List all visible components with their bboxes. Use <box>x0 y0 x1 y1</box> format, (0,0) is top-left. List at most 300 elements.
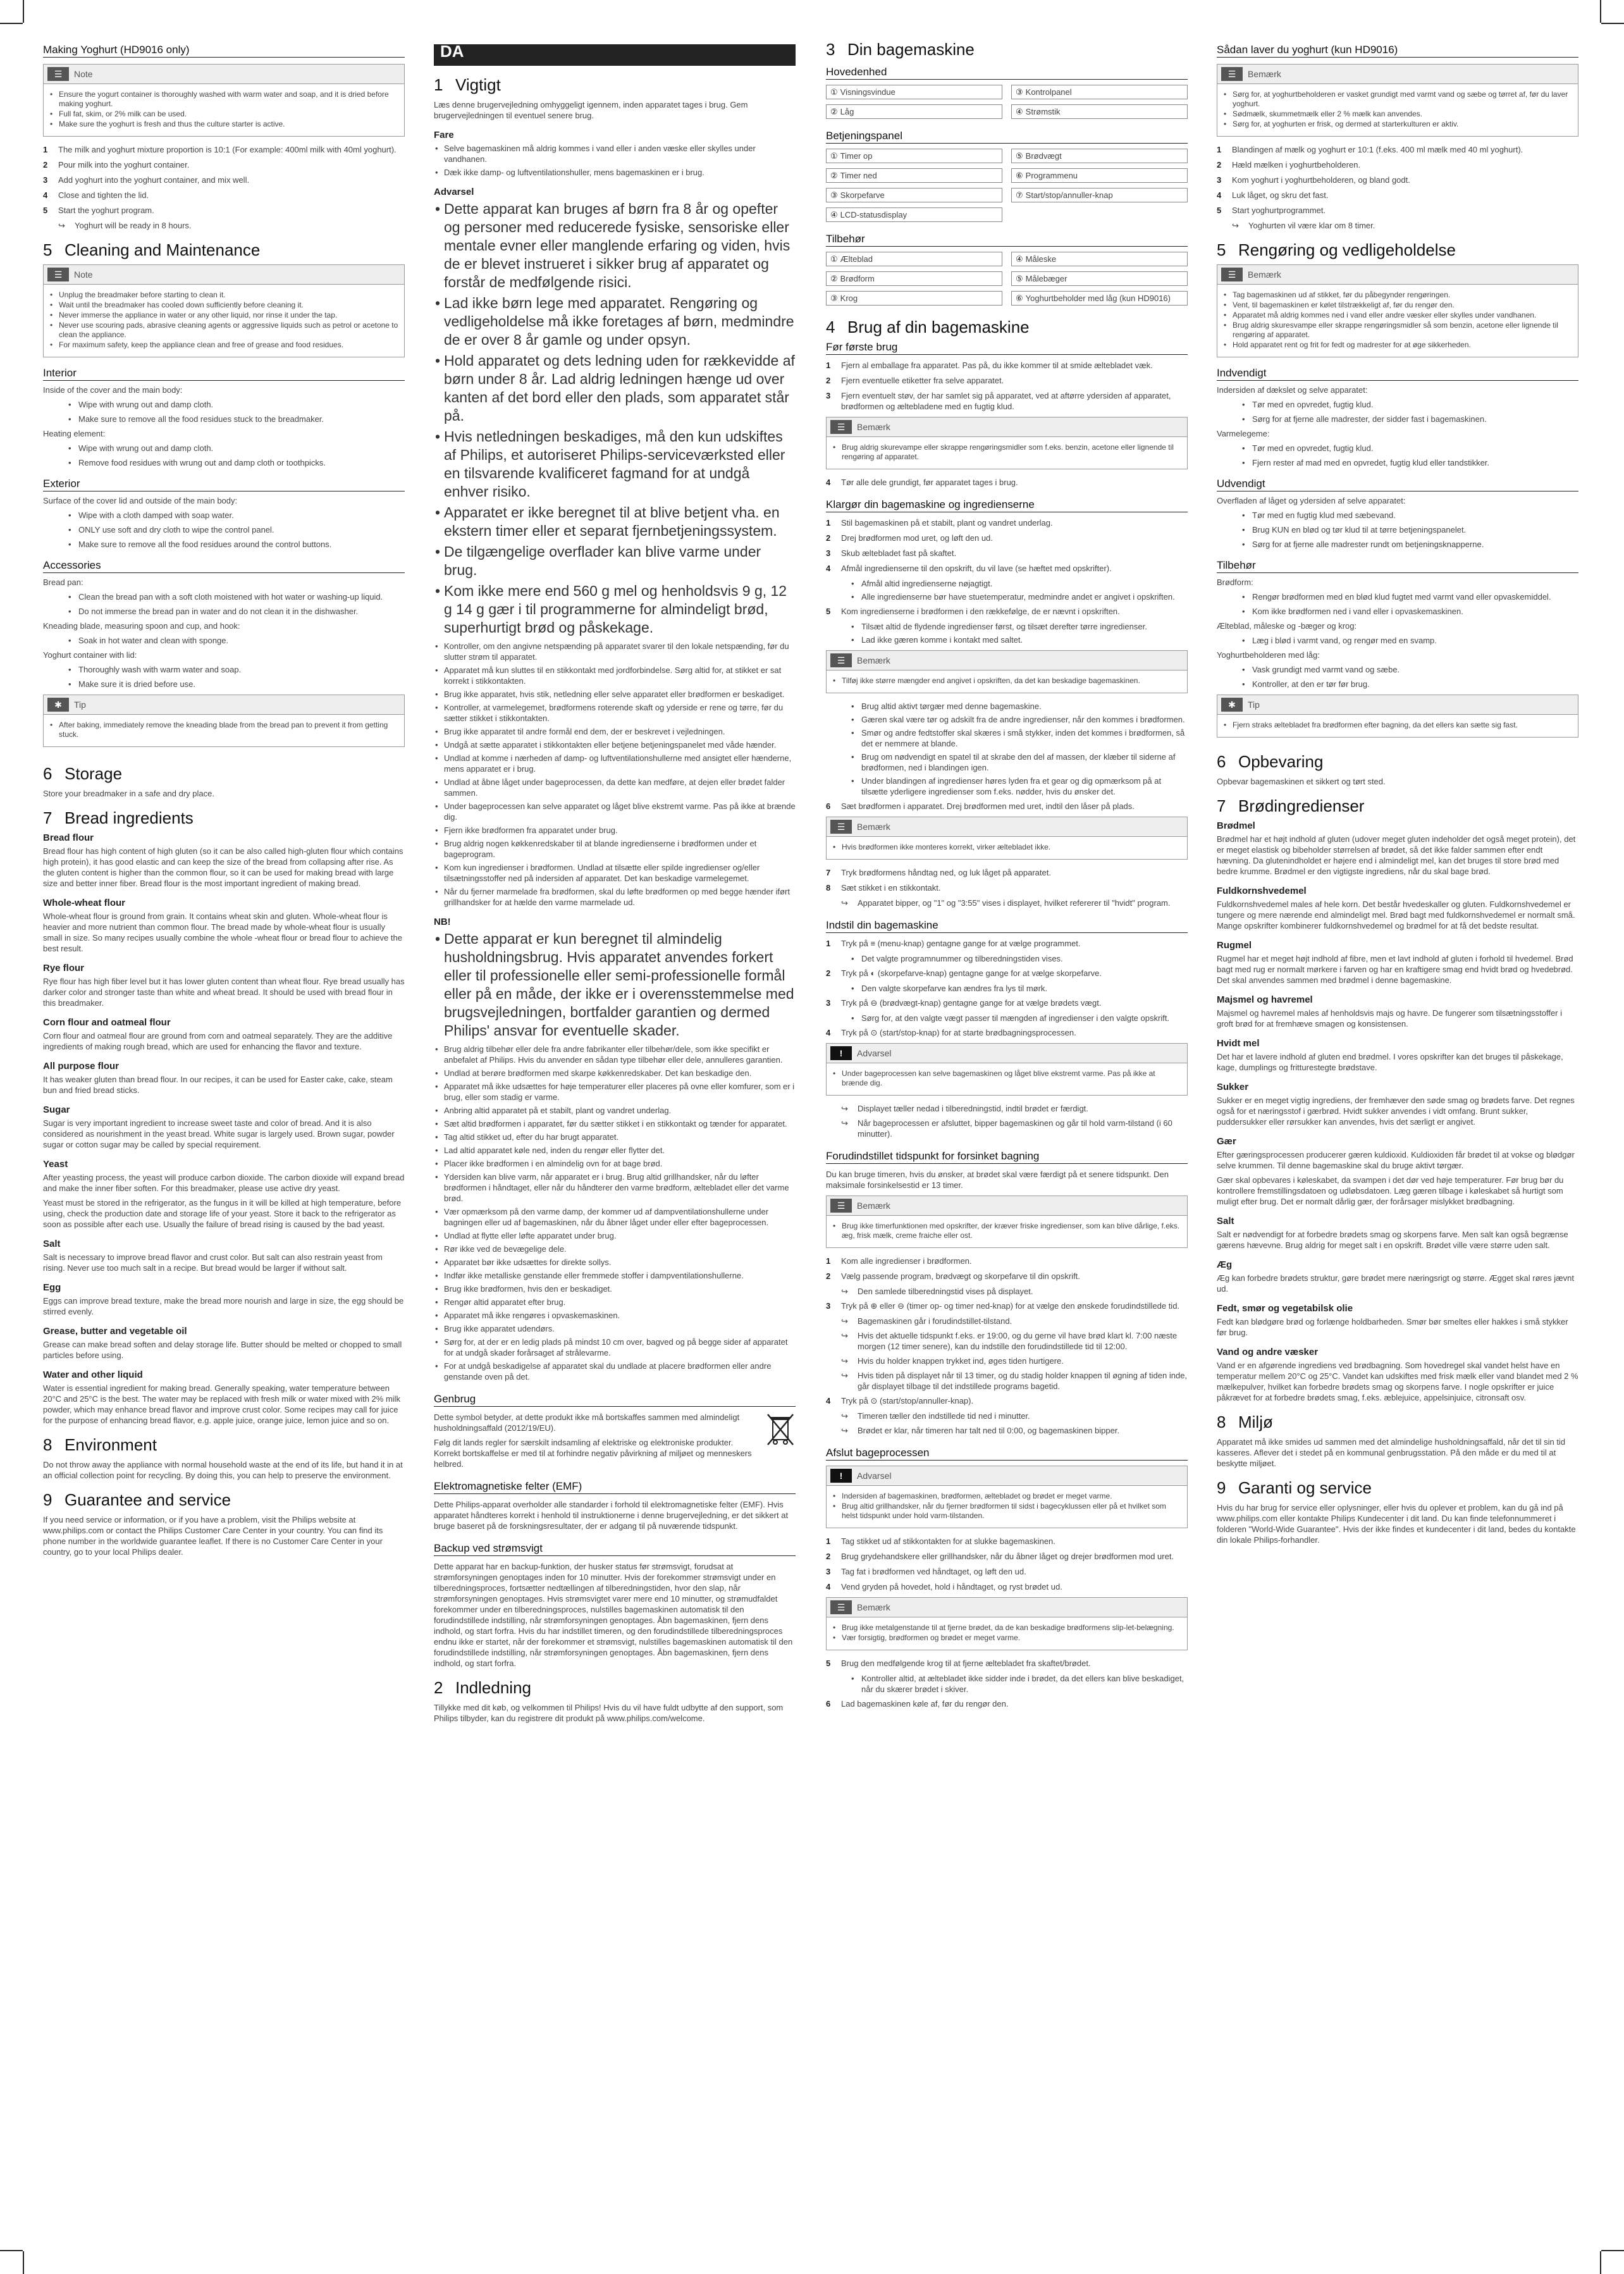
sub-list <box>43 591 405 602</box>
list-item: • Vent, til bagemaskinen er kølet tilstrækkeligt af, før du rengør den. <box>1222 300 1573 310</box>
step-item <box>826 998 1188 1008</box>
list-item: • Brug KUN en blød og tør klud til at tørre betjeningspanelet. <box>1217 524 1578 535</box>
sub-list <box>1217 414 1578 424</box>
sub-list <box>43 457 405 468</box>
list-item: • Apparatet må ikke udsættes for høje temperaturer eller placeres på ovne eller komfurer, som er i brug, eller som stadig er varme. <box>434 1081 796 1103</box>
accessories-heading: Accessories <box>43 560 405 573</box>
step-number: 4 <box>826 564 831 573</box>
step-number: 2 <box>826 968 831 978</box>
list-item: • For at undgå beskadigelse af apparatet skal du undlade at placere brødformen eller andre genstande oven på det. <box>434 1361 796 1382</box>
sub-list <box>1217 539 1578 550</box>
list-item: • Brug om nødvendigt en spatel til at skrabe den del af massen, der klæber til siderne af brødformen, ned i blandingen igen. <box>826 751 1188 773</box>
sub-list <box>43 399 405 410</box>
list-item: • Brug altid aktivt tørgær med denne bagemaskine. <box>826 701 1188 712</box>
main-unit-grid <box>826 85 1188 119</box>
step-number: 1 <box>1217 145 1222 154</box>
step-item <box>826 968 1188 979</box>
ingredient-text: Eggs can improve bread texture, make the bread more nourish and large in size, the egg should be stirred evenly. <box>43 1296 404 1316</box>
step-number: 3 <box>43 175 48 185</box>
ingredients-list <box>43 832 405 1426</box>
list-item: • Kontroller, at den er tør før brug. <box>1217 679 1578 689</box>
warning-box: ! Advarsel • Under bageprocessen kan selve bagemaskinen og låget blive ekstremt varme. Pas på ikke at brænde dig. <box>826 1043 1188 1096</box>
list-item: • Apparatet er ikke beregnet til at blive betjent vha. en ekstern timer eller et separat fjernbetjeningssystem. <box>434 504 796 540</box>
ingredient-heading: Whole-wheat flour <box>43 898 125 908</box>
step-number: 1 <box>43 145 48 154</box>
part-cell <box>826 207 1002 222</box>
ingredient-heading: Fedt, smør og vegetabilsk olie <box>1217 1303 1353 1314</box>
step-item <box>1217 159 1578 170</box>
section-heading: 4 Brug af din bagemaskine <box>826 318 1030 337</box>
result-line <box>826 1425 1188 1436</box>
step-item <box>1217 175 1578 185</box>
list-item: • Selve bagemaskinen må aldrig kommes i vand eller i anden væske eller skylles under vandhanen. <box>434 143 796 164</box>
step-item <box>43 159 405 170</box>
step-text: The milk and yoghurt mixture proportion is 10:1 (For example: 400ml milk with 40ml yoghurt). <box>58 145 397 154</box>
accessories-heading: Tilbehør <box>826 233 1188 247</box>
line-label: Overfladen af låget og ydersiden af selve apparatet: <box>1217 496 1406 505</box>
ingredient-heading: Bread flour <box>43 832 94 843</box>
ingredient-text: Rugmel har et meget højt indhold af fibre, men et lavt indhold af gluten i forhold til hvedemel. Brød bagt med rug er normalt mørkere i farven og har en kraftigere smag end hvidt brød og hvedebrød. Det skal anvendes sammen med brødmel i denne bagemaskine. <box>1217 954 1573 985</box>
list-item: • For maximum safety, keep the appliance clean and free of grease and food residues. <box>49 340 399 350</box>
note-box: ☰ Bemærk • Brug ikke metalgenstande til at fjerne brødet, da de kan beskadige brødformens slip-let-belægning. • Vær forsigtig, brødformen og brødet er meget varme. <box>826 1597 1188 1650</box>
warning-heading: Advarsel <box>434 187 474 197</box>
list-item: • Rør ikke ved de bevægelige dele. <box>434 1244 796 1254</box>
column-danish-1 <box>434 44 796 1727</box>
note-box: ☰ Bemærk • Brug ikke timerfunktionen med opskrifter, der kræver friske ingredienser, som kan blive dårlige, f.eks. æg, frisk mælk, creme fraiche eller ost. <box>826 1196 1188 1248</box>
list-item: • Apparatet må ikke rengøres i opvaskemaskinen. <box>434 1310 796 1321</box>
part-name: Brødform <box>840 274 875 283</box>
list-item: • Fjern rester af mad med en opvredet, fugtig klud eller tandstikker. <box>1217 457 1578 468</box>
part-name: Yoghurtbeholder med låg (kun HD9016) <box>1025 294 1171 303</box>
section-heading: 2 Indledning <box>434 1678 531 1697</box>
step-item <box>826 533 1188 543</box>
list-item: • Læg i blød i varmt vand, og rengør med en svamp. <box>1217 635 1578 646</box>
list-item: • Afmål altid ingredienserne nøjagtigt. <box>826 578 1188 589</box>
language-bar: DA <box>434 44 796 66</box>
list-item: • Ydersiden kan blive varm, når apparatet er i brug. Brug altid grillhandsker, når du løfter brødformen i håndtaget, eller når du håndterer den varme brødform, æltebladet eller det varme brød. <box>434 1171 796 1204</box>
tip-box: ✱ Tip • Fjern straks æltebladet fra brødformen efter bagning, da det ellers kan sætte sig fast. <box>1217 695 1578 738</box>
nb-heading: NB! <box>434 917 451 927</box>
list-item: • Tilsæt altid de flydende ingredienser først, og tilsæt derefter tørre ingredienser. <box>826 621 1188 632</box>
step-list <box>826 998 1188 1008</box>
step-number: 1 <box>826 1256 831 1266</box>
result-line: ↪ Yoghurt will be ready in 8 hours. <box>58 221 192 230</box>
line-label: Inside of the cover and the main body: <box>43 385 183 395</box>
note-list <box>49 90 399 129</box>
ingredient-heading: Sukker <box>1217 1082 1249 1092</box>
list-item: • Lad altid apparatet køle ned, inden du rengør eller flytter det. <box>434 1145 796 1156</box>
list-item: • Dæk ikke damp- og luftventilationshuller, mens bagemaskinen er i brug. <box>434 167 796 178</box>
part-name: Måleske <box>1025 254 1057 264</box>
arrow-icon: ↪ <box>841 1287 848 1296</box>
result-line <box>826 1316 1188 1326</box>
note-icon: ☰ <box>830 820 852 834</box>
step-number: 1 <box>826 939 831 948</box>
finish-heading: Afslut bageprocessen <box>826 1447 1188 1461</box>
danger-list <box>434 143 796 178</box>
list-item: • Ensure the yogurt container is thoroughly washed with warm water and soap, and it is dried before making yoghurt. <box>49 90 399 109</box>
yoghurt-title: Making Yoghurt (HD9016 only) <box>43 44 405 58</box>
part-number: ⑦ <box>1016 190 1023 200</box>
ingredient-text: After yeasting process, the yeast will produce carbon dioxide. The carbon dioxide will expand bread and make the inner fiber soften. For this breadmaker, please use active dry yeast. <box>43 1173 405 1193</box>
part-number: ⑤ <box>1016 274 1023 283</box>
arrow-icon: ↪ <box>841 1356 848 1366</box>
list-item: • Sørg for, at der er en ledig plads på mindst 10 cm over, bagved og på begge sider af apparatet for at undgå skader forårsaget af strålevarme. <box>434 1337 796 1358</box>
step-item <box>826 1027 1188 1038</box>
step-text: Tryk på ≡ (menu-knap) gentagne gange for at vælge programmet. <box>841 939 1081 948</box>
step-item <box>826 1256 1188 1266</box>
list-item: • Brug ikke metalgenstande til at fjerne brødet, da de kan beskadige brødformens slip-let-belægning. <box>832 1623 1182 1633</box>
list-item: • Wipe with a cloth damped with soap water. <box>43 510 405 521</box>
paragraph: Følg dit lands regler for særskilt indsamling af elektriske og elektroniske produkter. Korrekt bortskaffelse er med til at forhindre negativ påvirkning af miljøet og menneskers helbred. <box>434 1438 752 1469</box>
ingredient-text: Fedt kan blødgøre brød og forlænge holdbarheden. Smør bør smeltes eller hakkes i små stykker før brug. <box>1217 1317 1568 1337</box>
step-item <box>826 548 1188 559</box>
list-item: • Brug ikke apparatet til andre formål end dem, der er beskrevet i vejledningen. <box>434 726 796 737</box>
accessories-heading: Tilbehør <box>1217 560 1578 573</box>
note-icon: ☰ <box>830 1199 852 1213</box>
part-name: Start/stop/annuller-knap <box>1025 190 1113 200</box>
list-item: • Remove food residues with wrung out and damp cloth or toothpicks. <box>43 457 405 468</box>
list-item: • Tør med en opvredet, fugtig klud. <box>1217 443 1578 454</box>
step-item <box>1217 190 1578 201</box>
ingredient-heading: Egg <box>43 1282 61 1293</box>
prepare-heading: Klargør din bagemaskine og ingredienserne <box>826 499 1188 512</box>
list-item: • Fjern ikke brødformen fra apparatet under brug. <box>434 825 796 836</box>
ingredient-heading: Gær <box>1217 1136 1236 1147</box>
section-heading: 5 Rengøring og vedligeholdelse <box>1217 240 1456 259</box>
list-item: • Do not immerse the bread pan in water and do not clean it in the dishwasher. <box>43 606 405 617</box>
part-number: ③ <box>830 190 838 200</box>
part-name: Kontrolpanel <box>1025 87 1072 97</box>
list-item: • Dette apparat kan bruges af børn fra 8 år og opefter og personer med reducerede fysiske, sensoriske eller mentale evner eller manglende erfaring og viden, hvis de er blevet instrueret i sikker brug af apparatet og forstår de medfølgende risici. <box>434 200 796 292</box>
step-item <box>43 144 405 155</box>
crop-mark <box>0 2250 23 2251</box>
note-box: ☰ Note • Unplug the breadmaker before starting to clean it. • Wait until the breadmaker has cooled down sufficiently before cleaning it. • Never immerse the appliance in water or any other liquid, nor rinse it under the tap. • Never use scouring pads, abrasive cleaning agents or aggressive liquids such as petrol or acetone to clean the appliance. • For maximum safety, keep the appliance clean and free of grease and food residues. <box>43 264 405 357</box>
environment-text: Do not throw away the appliance with normal household waste at the end of its life, but hand it in at an official collection point for recycling. By doing this, you can help to preserve the environment. <box>43 1460 403 1480</box>
list-item: • Placer ikke brødformen i en almindelig ovn for at bage brød. <box>434 1158 796 1169</box>
list-item: • Kom ikke brødformen ned i vand eller i opvaskemaskinen. <box>1217 606 1578 617</box>
part-cell <box>826 104 1002 119</box>
ingredient-heading: Brødmel <box>1217 820 1255 831</box>
first-use-heading: Før første brug <box>826 342 1188 355</box>
section-heading: 6 Storage <box>43 764 123 783</box>
note-icon: ☰ <box>1221 67 1243 81</box>
crop-mark <box>0 23 23 24</box>
step-text: Fjern eventuelle etiketter fra selve apparatet. <box>841 376 1004 385</box>
result-text: Når bageprocessen er afsluttet, bipper bagemaskinen og går til hold varm-tilstand (i 60 minutter). <box>858 1118 1172 1139</box>
list-item: • Rengør altid apparatet efter brug. <box>434 1297 796 1307</box>
step-item <box>826 517 1188 528</box>
list-item: • Sørg for, at yoghurten er frisk, og dermed at starterkulturen er aktiv. <box>1222 120 1573 129</box>
line-label: Yoghurt container with lid: <box>43 650 137 660</box>
storage-text: Store your breadmaker in a safe and dry place. <box>43 789 214 798</box>
recycling-text <box>434 1412 796 1469</box>
sub-list <box>1217 399 1578 410</box>
ingredient-text: Bread flour has high content of high gluten (so it can be also called high-gluten flour which contains high protein), it has good elastic and can keep the size of the bread from collapsing after rise. As the gluten content is higher than the common flour, so it can be used for making bread with large size and better inner fiber. Bread flour is the most important ingredient of making bread. <box>43 846 403 888</box>
list-item: • Apparatet må kun sluttes til en stikkontakt med jordforbindelse. Sørg altid for, at stikket er sat korrekt i stikkontakten. <box>434 665 796 686</box>
crop-mark <box>1600 2251 1601 2274</box>
step-number: 3 <box>826 998 831 1008</box>
list-item: • Vask grundigt med varmt vand og sæbe. <box>1217 664 1578 675</box>
note-box: ☰ Bemærk • Sørg for, at yoghurtbeholderen er vasket grundigt med varmt vand og sæbe og tørret af, før du laver yoghurt. • Sødmælk, skummetmælk eller 2 % mælk kan anvendes. • Sørg for, at yoghurten er frisk, og dermed at starterkulturen er aktiv. <box>1217 64 1578 137</box>
ingredient-heading: Vand og andre væsker <box>1217 1347 1319 1357</box>
list-item: • De tilgængelige overflader kan blive varme under brug. <box>434 543 796 579</box>
line-label: Ælteblad, måleske og -bæger og krog: <box>1217 621 1357 631</box>
list-item: • Hold apparatet rent og frit for fedt og madrester for at øge sikkerheden. <box>1222 340 1573 350</box>
ingredient-heading: Salt <box>43 1239 61 1249</box>
accessories-grid <box>826 252 1188 306</box>
list-item: • Make sure it is dried before use. <box>43 679 405 689</box>
ingredient-text: Æg kan forbedre brødets struktur, gøre brødet mere næringsrigt og større. Ægget skal røres jævnt ud. <box>1217 1273 1574 1294</box>
step-text: Start the yoghurt program. <box>58 206 154 215</box>
line-label: Indersiden af dækslet og selve apparatet: <box>1217 385 1368 395</box>
part-cell <box>826 252 1002 266</box>
list-item: • Never use scouring pads, abrasive cleaning agents or aggressive liquids such as petrol or acetone to clean the appliance. <box>49 321 399 340</box>
result-line <box>826 1370 1188 1392</box>
result-text: Timeren tæller den indstillede tid ned i minutter. <box>858 1411 1030 1421</box>
accessories-list <box>43 577 405 689</box>
list-item: • Make sure the yoghurt is fresh and thus the culture starter is active. <box>49 120 399 129</box>
crossed-bin-icon <box>765 1412 796 1447</box>
list-item: • Lad ikke gæren komme i kontakt med saltet. <box>826 634 1188 645</box>
step-number: 5 <box>1217 206 1222 215</box>
list-item: • Undlad at berøre brødformen med skarpe køkkenredskaber. Det kan beskadige den. <box>434 1068 796 1078</box>
section-heading: 7 Brødingredienser <box>1217 796 1365 815</box>
line-label: Heating element: <box>43 429 106 438</box>
ingredient-text: Corn flour and oatmeal flour are ground from corn and oatmeal separately. They are the additive ingredients of making rough bread, which are used for enhancing the flavor and texture. <box>43 1031 393 1051</box>
note-icon: ☰ <box>47 268 69 281</box>
line-label: Yoghurtbeholderen med låg: <box>1217 650 1320 660</box>
ingredient-text: It has weaker gluten than bread flour. In our recipes, it can be used for Easter cake, cake, steam bun and fried bread sticks. <box>43 1075 393 1095</box>
list-item: • Indfør ikke metalliske genstande eller fremmede stoffer i dampventilationshullerne. <box>434 1270 796 1281</box>
step-text: Tag fat i brødformen ved håndtaget, og løft den ud. <box>841 1567 1026 1576</box>
crop-mark <box>1600 0 1601 23</box>
list-item: • Sørg for, at yoghurtbeholderen er vasket grundigt med varmt vand og sæbe og tørret af, før du laver yoghurt. <box>1222 90 1573 109</box>
list-item: • Når du fjerner marmelade fra brødformen, skal du løfte brødformen op med begge hænder iført grillhandsker for at hælde den varme marmelade ud. <box>434 886 796 908</box>
delay-heading: Forudindstillet tidspunkt for forsinket bagning <box>826 1151 1188 1164</box>
step-item <box>43 175 405 185</box>
ingredient-text: Water is essential ingredient for making bread. Generally speaking, water temperature between 20°C and 25°C is the best. The water may be replaced with fresh milk or water mixed with 2% milk powder, which may enhance bread flavor and improve crust color. Some recipes may call for juice for the purpose of enhancing bread flavor, e.g. apple juice, orange juice, lemon juice and so on. <box>43 1383 401 1425</box>
note-icon: ☰ <box>830 420 852 434</box>
list-item: • Apparatet bør ikke udsættes for direkte sollys. <box>434 1257 796 1268</box>
control-panel-heading: Betjeningspanel <box>826 130 1188 144</box>
result-line <box>826 1118 1188 1139</box>
part-number: ④ <box>1016 107 1023 116</box>
crop-mark <box>23 0 24 23</box>
ingredient-heading: Æg <box>1217 1259 1233 1270</box>
list-item: • Kom kun ingredienser i brødformen. Undlad at tilsætte eller spilde ingredienser og/eller tilsætningsstoffer ned på indersiden af apparatet. Det kan beskadige varmelegemet. <box>434 862 796 884</box>
note-icon: ☰ <box>47 67 69 81</box>
part-cell <box>1011 271 1188 286</box>
list-item: • Thoroughly wash with warm water and soap. <box>43 664 405 675</box>
part-number: ⑤ <box>1016 151 1023 161</box>
part-number: ④ <box>830 210 838 219</box>
step-item <box>826 360 1188 371</box>
part-name: Ælteblad <box>840 254 873 264</box>
arrow-icon: ↪ <box>58 221 65 230</box>
step-text: Pour milk into the yoghurt container. <box>58 160 190 170</box>
list-item: • Brug ikke brødformen, hvis den er beskadiget. <box>434 1283 796 1294</box>
list-item: • Vær opmærksom på den varme damp, der kommer ud af dampventilationshullerne under bagningen eller ud af bagemaskinen, når du åbner låget under eller efter bageprocessen. <box>434 1206 796 1228</box>
list-item: • Wipe with wrung out and damp cloth. <box>43 399 405 410</box>
list-item: • Vær forsigtig, brødformen og brødet er meget varme. <box>832 1633 1182 1643</box>
ingredient-heading: Yeast <box>43 1159 68 1170</box>
ingredient-heading: Majsmel og havremel <box>1217 994 1313 1005</box>
list-item: • ONLY use soft and dry cloth to wipe the control panel. <box>43 524 405 535</box>
list-item: • Undgå at sætte apparatet i stikkontakten eller betjene betjeningspanelet med våde hænder. <box>434 739 796 750</box>
note-icon: ☰ <box>830 653 852 667</box>
part-cell <box>1011 252 1188 266</box>
nb-list <box>434 1044 796 1382</box>
list-item: • Kom ikke mere end 560 g mel og henholdsvis 9 g, 12 g 14 g gær i til programmerne for almindeligt brød, superhurtigt brød og påskekage. <box>434 582 796 637</box>
list-item: • Smør og andre fedtstoffer skal skæres i små stykker, inden det kommes i brødformen, så det er nemmere at blande. <box>826 727 1188 749</box>
sub-list <box>1217 443 1578 454</box>
list-item: • Brug ikke apparatet, hvis stik, netledning eller selve apparatet eller brødformen er beskadiget. <box>434 689 796 700</box>
step-text: Add yoghurt into the yoghurt container, and mix well. <box>58 175 250 185</box>
list-item: • Brug aldrig skuresvampe eller skrappe rengøringsmidler så som benzin, acetone eller lignende til rengøring af apparatet. <box>1222 321 1573 340</box>
note-icon: ☰ <box>1221 268 1243 281</box>
part-name: Brødvægt <box>1025 151 1062 161</box>
list-item: • Never immerse the appliance in water or any other liquid, nor rinse it under the tap. <box>49 311 399 320</box>
step-text: Kom alle ingredienser i brødformen. <box>841 1256 972 1266</box>
list-item: • Alle ingredienserne bør have stuetemperatur, medmindre andet er angivet i opskriften. <box>826 591 1188 602</box>
step-number: 3 <box>826 548 831 558</box>
ingredient-text: Sugar is very important ingredient to increase sweet taste and color of bread. And it is also considered as nourishment in the yeast bread. White sugar is largely used. Brown sugar, powder sugar or cotton sugar may be called by special requirement. <box>43 1118 395 1149</box>
step-text: Skub æltebladet fast på skaftet. <box>841 548 957 558</box>
note-list <box>49 290 399 350</box>
part-cell <box>826 168 1002 183</box>
step-text: Hæld mælken i yoghurtbeholderen. <box>1232 160 1361 170</box>
part-cell <box>1011 291 1188 306</box>
list-item: • Rengør brødformen med en blød klud fugtet med varmt vand eller opvaskemiddel. <box>1217 591 1578 602</box>
list-item: • Wipe with wrung out and damp cloth. <box>43 443 405 454</box>
column-danish-2: 3 Din bagemaskine Hovedenhed ① Visningsvindue ③ Kontrolpanel ② Låg ④ Strømstik Betjeningspanel ① Timer op ⑤ Brødvægt ② Timer ned ⑥ Programmenu ③ Skorpefarve ⑦ Start/stop/annuller-knap ④ LCD-statusdisplay Tilbehør ① Ælteblad ④ Måleske ② Brødform ⑤ Målebæger ③ Krog ⑥ Yoghurtbeholder med låg (kun HD9016) 4 Brug af din bagemaskine Før første brug 1 Fjern al emballage fra apparatet. Pas på, du ikke kommer til at smide æltebladet væk. 2 Fjern eventuelle etiketter fra selve apparatet. 3 Fjern eventuelt støv, der har samlet sig på apparatet, ved at aftørre ydersiden af apparatet, brødformen og æltebladene med en fugtig klud. ☰ Bemærk • Brug aldrig skurevampe eller skrappe rengøringsmidler som f.eks. benzin, acetone eller lignende til rengøring af apparatet. 4 Tør alle dele grundigt, før apparatet tages i brug. Klargør din bagemaskine og ingredienserne 1 Stil bagemaskinen på et stabilt, plant og vandret underlag. 2 Drej brødformen mod uret, og løft den ud. 3 Skub æltebladet fast på skaftet. 4 Afmål ingredienserne til den opskrift, du vil lave (se hæftet med opskrifter). • Afmål altid ingredienserne nøjagtigt. • Alle ingredienserne bør have stuetemperatur, medmindre andet er angivet i opskriften. 5 Kom ingredienserne i brødformen i den rækkefølge, de er nævnt i opskriften. • Tilsæt altid de flydende ingredienser først, og tilsæt derefter tørre ingredienser. • Lad ikke gæren komme i kontakt med saltet. ☰ Bemærk • Tilføj ikke større mængder end angivet i opskriften, da det kan beskadige bagemaskinen. • Brug altid aktivt tørgær med denne bagemaskine. • Gæren skal være tør og adskilt fra de andre ingredienser, når den kommes i brødformen. • Smør og andre fedtstoffer skal skæres i små stykker, inden det kommes i brødformen, så det er nemmere at blande. • Brug om nødvendigt en spatel til at skrabe den del af massen, der klæber til siderne af brødformen, ned i blandingen igen. • Under blandingen af ingredienser høres lyden fra et gear og dig opmærksom på at tilsætte yderligere ingredienser som f.eks. nødder, hvis du ønsker det. 6 Sæt brødformen i apparatet. Drej brødformen med uret, indtil den låser på plads. ☰ Bemærk • Hvis brødformen ikke monteres korrekt, virker æltebladet ikke. 7 Tryk brødformens håndtag ned, og luk låget på apparatet. 8 Sæt stikket i en stikkontakt. ↪ Apparatet bipper, og "1" og "3:55" vises i displayet, hvilket refererer til "hvidt" program. Indstil din bagemaskine 1 Tryk på ≡ (menu-knap) gentagne gange for at vælge programmet. • Det valgte programnummer og tilberedningstiden vises. 2 Tryk på ◐ (skorpefarve-knap) gentagne gange for at vælge skorpefarve. • Den valgte skorpefarve kan ændres fra lys til mørk. 3 Tryk på ⊖ (brødvægt-knap) gentagne gange for at vælge brødets vægt. • Sørg for, at den valgte vægt passer til mængden af ingredienser i den valgte opskrift. 4 Tryk på ⊙ (start/stop-knap) for at starte brødbagningsprocessen. ! Advarsel • Under bageprocessen kan selve bagemaskinen og låget blive ekstremt varme. Pas på ikke at brænde dig. ↪ Displayet tæller nedad i tilberedningstid, indtil brødet er færdigt. ↪ Når bageprocessen er afsluttet, bipper bagemaskinen og går til hold varm-tilstand (i 60 minutter). Forudindstillet tidspunkt for forsinket bagning Du kan bruge timeren, hvis du ønsker, at brødet skal være færdigt på et senere tidspunkt. Den maksimale forsinkelsestid er 13 timer. ☰ Bemærk • Brug ikke timerfunktionen med opskrifter, der kræver friske ingredienser, som kan blive dårlige, f.eks. æg, frisk mælk, creme fraiche eller ost. 1 Kom alle ingredienser i brødformen. 2 Vælg passende program, brødvægt og skorpefarve til din opskrift. ↪ Den samlede tilberedningstid vises på displayet. 3 Tryk på ⊕ eller ⊖ (timer op- og timer ned-knap) for at vælge den ønskede forudindstillede tid. ↪ Bagemaskinen går i forudindstillet-tilstand. ↪ Hvis det aktuelle tidspunkt f.eks. er 19:00, og du gerne vil have brød klart kl. 7:00 næste morgen (12 timer senere), kan du indstille den forudindstillede tid til 12:00. ↪ Hvis du holder knappen trykket ind, øges tiden hurtigere. ↪ Hvis tiden på displayet når til 13 timer, og du stadig holder knappen til øgning af tiden inde, går displayet tilbage til det indstillede programs bagetid. 4 Tryk på ⊙ (start/stop/annuller-knap). ↪ Timeren tæller den indstillede tid ned i minutter. ↪ Brødet er klar, når timeren har talt ned til 0:00, og bagemaskinen bipper. Afslut bageprocessen ! Advarsel • Indersiden af bagemaskinen, brødformen, æltebladet og brødet er meget varme. • Brug altid grillhandsker, når du fjerner brødformen til sidst i bagecyklussen eller på et hvilket som helst tidspunkt under hold varm-tilstanden. 1 Tag stikket ud af stikkontakten for at slukke bagemaskinen. 2 Brug grydehandskere eller grillhandsker, når du åbner låget og drejer brødformen mod uret. 3 Tag fat i brødformen ved håndtaget, og løft den ud. 4 Vend gryden på hovedet, hold i håndtaget, og ryst brødet ud. ☰ Bemærk • Brug ikke metalgenstande til at fjerne brødet, da de kan beskadige brødformens slip-let-belægning. • Vær forsigtig, brødformen og brødet er meget varme. 5 Brug den medfølgende krog til at fjerne æltebladet fra skaftet/brødet. • Kontroller altid, at æltebladet ikke sidder inde i brødet, da det ellers kan blive beskadiget, når du skærer brødet i skiver. 6 Lad bagemaskinen køle af, før du rengør den. <box>826 44 1188 1714</box>
backup-text: Dette apparat har en backup-funktion, der husker status før strømsvigt, forudsat at strømforsyningen genoptages inden for 10 minutter. Hvis der forekommer strømsvigt under en tilberedningsproces, fortsætter nedtællingen af tilberedningstiden, hvor den slap, når strømforsyningen genoptages. Hvis strømsvigtet varer mere end 10 minutter, og strømudfaldet forekommer under en tilberedningsproces, nulstilles bagemaskinen automatisk til den forudindstillede indstilling, når strømforsyningen genoptages. Åbn bagemaskinen, fjern dens indhold, og start forfra. Hvis du har indstillet timeren, og den forudindstillede tilberedningsproces endnu ikke er startet, når der forekommer et strømsvigt, nulstilles bagemaskinen automatisk til den forudindstillede indstilling, når strømforsyningen genoptages. Åbn bagemaskinen, fjern dens indhold, og start forfra. <box>434 1562 793 1668</box>
list-item: • Tag bagemaskinen ud af stikket, før du påbegynder rengøringen. <box>1222 290 1573 300</box>
sub-list <box>43 524 405 535</box>
list-item: • Gæren skal være tør og adskilt fra de andre ingredienser, når den kommes i brødformen. <box>826 714 1188 725</box>
note-box: ☰ Bemærk • Tilføj ikke større mængder end angivet i opskriften, da det kan beskadige bagemaskinen. <box>826 650 1188 693</box>
tip-box: ✱ Tip • After baking, immediately remove the kneading blade from the bread pan to prevent it from getting stuck. <box>43 695 405 747</box>
step-number: 5 <box>43 206 48 215</box>
step-item <box>826 1551 1188 1562</box>
sub-list <box>43 539 405 550</box>
ingredient-heading: Rugmel <box>1217 940 1252 951</box>
yoghurt-title: Sådan laver du yoghurt (kun HD9016) <box>1217 44 1578 58</box>
list-item: • Make sure to remove all the food residues stuck to the breadmaker. <box>43 414 405 424</box>
nb-large-text: • Dette apparat er kun beregnet til almindelig husholdningsbrug. Hvis apparatet anvendes forkert eller til professionelle eller semi-professionelle formål eller på en måde, der ikke er i overensstemmelse med brugsvejledningen, bortfalder garantien og dermed Philips' ansvar for eventuelle skader. <box>434 930 796 1040</box>
ingredient-text: Grease can make bread soften and delay storage life. Butter should be melted or chopped to small particles before using. <box>43 1340 402 1360</box>
step-number: 2 <box>826 1271 831 1281</box>
part-cell <box>1011 168 1188 183</box>
step-list <box>826 968 1188 979</box>
step-list <box>826 1027 1188 1038</box>
intro-welcome-text: Tillykke med dit køb, og velkommen til Philips! Hvis du vil have fuldt udbytte af den support, som Philips tilbyder, kan du registrere dit produkt på www.philips.com/welcome. <box>434 1703 784 1723</box>
sub-list <box>43 664 405 675</box>
column-danish-3: Sådan laver du yoghurt (kun HD9016) ☰ Bemærk • Sørg for, at yoghurtbeholderen er vasket grundigt med varmt vand og sæbe og tørret af, før du laver yoghurt. • Sødmælk, skummetmælk eller 2 % mælk kan anvendes. • Sørg for, at yoghurten er frisk, og dermed at starterkulturen er aktiv. 1 Blandingen af mælk og yoghurt er 10:1 (f.eks. 400 ml mælk med 40 ml yoghurt). 2 Hæld mælken i yoghurtbeholderen. 3 Kom yoghurt i yoghurtbeholderen, og bland godt. 4 Luk låget, og skru det fast. 5 Start yoghurtprogrammet. ↪ Yoghurten vil være klar om 8 timer. 5 Rengøring og vedligeholdelse ☰ Bemærk • Tag bagemaskinen ud af stikket, før du påbegynder rengøringen. • Vent, til bagemaskinen er kølet tilstrækkeligt af, før du rengør den. • Apparatet må aldrig kommes ned i vand eller andre væsker eller skylles under vandhanen. • Brug aldrig skuresvampe eller skrappe rengøringsmidler så som benzin, acetone eller lignende til rengøring af apparatet. • Hold apparatet rent og frit for fedt og madrester for at øge sikkerheden. Indvendigt Indersiden af dækslet og selve apparatet: • Tør med en opvredet, fugtig klud. • Sørg for at fjerne alle madrester, der sidder fast i bagemaskinen. Varmelegeme: • Tør med en opvredet, fugtig klud. • Fjern rester af mad med en opvredet, fugtig klud eller tandstikker. Udvendigt Overfladen af låget og ydersiden af selve apparatet: • Tør med en fugtig klud med sæbevand. • Brug KUN en blød og tør klud til at tørre betjeningspanelet. • Sørg for at fjerne alle madrester rundt om betjeningsknapperne. Tilbehør Brødform: • Rengør brødformen med en blød klud fugtet med varmt vand eller opvaskemiddel. • Kom ikke brødformen ned i vand eller i opvaskemaskinen. Ælteblad, måleske og -bæger og krog: • Læg i blød i varmt vand, og rengør med en svamp. Yoghurtbeholderen med låg: • Vask grundigt med varmt vand og sæbe. • Kontroller, at den er tør før brug. ✱ Tip • Fjern straks æltebladet fra brødformen efter bagning, da det ellers kan sætte sig fast. 6 Opbevaring Opbevar bagemaskinen et sikkert og tørt sted. 7 Brødingredienser Brødmel Brødmel har et højt indhold af gluten (udover meget gluten indeholder det også meget protein), det er meget elastisk og bibeholder størrelsen af brødet, så det ikke falder sammen efter endt hævning. Da glutenindholdet er højere end i almindeligt mel, kan det bruges til store brød med bedre krumme. Brødmel er den vigtigste ingrediens, når du skal bage brød. Fuldkornshvedemel Fuldkornshvedemel males af hele korn. Det består hvedeskaller og gluten. Fuldkornshvedemel er tungere og mere nærende end almindeligt mel. Brød bagt med fuldkornshvedemel er normalt små. Mange opskrifter kombinerer fuldkornshvedemel og brødmel for at få det bedste resultat. Rugmel Rugmel har et meget højt indhold af fibre, men et lavt indhold af gluten i forhold til hvedemel. Brød bagt med rug er normalt mørkere i farven og har en kraftigere smag end hvidt brød og hvedebrød. Det skal anvendes sammen med brødmel i denne bagemaskine. Majsmel og havremel Majsmel og havremel males af henholdsvis majs og havre. De fungerer som tilsætningsstoffer i groft brød for at fremhæve smagen og konsistensen. Hvidt mel Det har et lavere indhold af gluten end brødmel. I vores opskrifter kan det bruges til påskekage, kage, dumplings og fritturestegte brødstave. Sukker Sukker er en meget vigtig ingrediens, der fremhæver den søde smag og brødets farve. Det regnes også for et næringsstof i gærbrød. Hvidt sukker anvendes i vidt omfang. Brunt sukker, puddersukker eller rørsukker kan anvendes, hvis det særligt er angivet. Gær Efter gæringsprocessen producerer gæren kuldioxid. Kuldioxiden får brødet til at vokse og blødgør selve krummen. Til denne bagemaskine skal du bruge aktivt tørgær. Gær skal opbevares i køleskabet, da svampen i det dør ved høje temperaturer. Før brug bør du kontrollere fremstillingsdatoen og udløbsdatoen. Læg gæren tilbage i køleskabet så hurtigt som muligt efter brug. Det er normalt dårlig gær, der forårsager mislykket brødbagning. Salt Salt er nødvendigt for at forbedre brødets smag og skorpens farve. Men salt kan også begrænse gærens hævevne. Brug aldrig for meget salt i en opskrift. Brødet ville være større uden salt. Æg Æg kan forbedre brødets struktur, gøre brødet mere næringsrigt og større. Ægget skal røres jævnt ud. Fedt, smør og vegetabilsk olie Fedt kan blødgøre brød og forlænge holdbarheden. Smør bør smeltes eller hakkes i små stykker før brug. Vand og andre væsker Vand er en afgørende ingrediens ved brødbagning. Som hovedregel skal vandet helst have en temperatur mellem 20°C og 25°C. Vandet kan udskiftes med frisk mælk eller vand blandet med 2 % mælkepulver, hvilket kan forbedre brødets smag og skorpens farve. I nogle opskrifter er juice påkrævet for at forbedre brødets smag, f.eks. æblejuice, appelsinjuice, citronsaft osv. 8 Miljø Apparatet må ikke smides ud sammen med det almindelige husholdningsaffald, når det til sin tid kasseres. Aflever det i stedet på en kommunal genbrugsstation. På den måde er du med til at beskytte miljøet. 9 Garanti og service Hvis du har brug for service eller oplysninger, eller hvis du oplever et problem, kan du gå ind på www.philips.com eller kontakte Philips Kundecenter i dit land. Du kan finde telefonnummeret i folderen "World-Wide Guarantee". Hvis der ikke findes et kundecenter i dit land, bedes du kontakte din lokale Philips-forhandler. <box>1217 44 1578 1549</box>
step-text: Vælg passende program, brødvægt og skorpefarve til din opskrift. <box>841 1271 1080 1281</box>
step-item <box>826 563 1188 574</box>
part-cell <box>826 188 1002 202</box>
list-item: • Under bageprocessen kan selve apparatet og låget blive ekstremt varme. Pas på ikke at brænde dig. <box>434 801 796 822</box>
yoghurt-steps <box>43 144 405 216</box>
list-item: • Lad ikke børn lege med apparatet. Rengøring og vedligeholdelse må ikke foretages af børn, medmindre de er over 8 år gamle og under opsyn. <box>434 294 796 349</box>
part-number: ⑥ <box>1016 294 1023 303</box>
sub-list <box>826 1013 1188 1023</box>
warning-icon: ! <box>830 1469 852 1483</box>
emf-text: Dette Philips-apparat overholder alle standarder i forhold til elektromagnetiske felter (EMF). Hvis apparatet håndteres korrekt i henhold til instruktionerne i denne brugervejledning, er det sikkert at bruge baseret på de forskningsresultater, der er adgang til på nuværende tidspunkt. <box>434 1500 789 1531</box>
sub-list <box>1217 664 1578 675</box>
step-number: 4 <box>826 1582 831 1591</box>
result-line <box>826 1411 1188 1421</box>
step-number: 4 <box>1217 190 1222 200</box>
arrow-icon: ↪ <box>841 1331 848 1340</box>
step-list <box>826 938 1188 949</box>
list-item: • Undlad at komme i nærheden af damp- og luftventilationshullerne med ansigtet eller hænderne, mens apparatet er i brug. <box>434 753 796 774</box>
ingredient-text: Salt is necessary to improve bread flavor and crust color. But salt can also restrain yeast from rising. Never use too much salt in a recipe. But bread would be larger if without salt. <box>43 1252 383 1273</box>
part-cell <box>826 85 1002 99</box>
list-item: • Unplug the breadmaker before starting to clean it. <box>49 290 399 300</box>
result-text: Bagemaskinen går i forudindstillet-tilstand. <box>858 1316 1012 1326</box>
ingredient-heading: Salt <box>1217 1216 1234 1227</box>
sub-list <box>43 510 405 521</box>
paragraph: Dette symbol betyder, at dette produkt ikke må bortskaffes sammen med almindeligt husholdningsaffald (2012/19/EU). <box>434 1412 740 1433</box>
sub-list <box>1217 457 1578 468</box>
part-name: Målebæger <box>1025 274 1067 283</box>
result-text: Hvis det aktuelle tidspunkt f.eks. er 19:00, og du gerne vil have brød klart kl. 7:00 næste morgen (12 timer senere), kan du indstille den forudindstillede tid til 12:00. <box>858 1331 1178 1351</box>
part-number: ② <box>830 171 838 180</box>
part-number: ① <box>830 254 838 264</box>
list-item: • Den valgte skorpefarve kan ændres fra lys til mørk. <box>826 983 1188 994</box>
ingredient-heading: Sugar <box>43 1104 70 1115</box>
recycling-heading: Genbrug <box>434 1393 796 1407</box>
list-item: • Brug aldrig tilbehør eller dele fra andre fabrikanter eller tilbehør/dele, som ikke specifikt er anbefalet af Philips. Hvis du anvender en sådan type tilbehør eller dele, annulleres garantien. <box>434 1044 796 1065</box>
step-number: 3 <box>826 391 831 400</box>
section-heading: 5 Cleaning and Maintenance <box>43 240 261 259</box>
ingredient-text: Brødmel har et højt indhold af gluten (udover meget gluten indeholder det også meget protein), det er meget elastisk og bibeholder størrelsen af brødet, så det ikke falder sammen efter endt hævning. Da glutenindholdet er højere end i almindeligt mel, kan det bruges til store brød med bedre krumme. Brødmel er den vigtigste ingrediens, når du skal bage brød. <box>1217 834 1576 876</box>
part-name: Låg <box>840 107 854 116</box>
interior-list <box>43 385 405 468</box>
danger-heading: Fare <box>434 130 454 140</box>
part-name: Timer ned <box>840 171 877 180</box>
list-item: • Sørg for, at den valgte vægt passer til mængden af ingredienser i den valgte opskrift. <box>826 1013 1188 1023</box>
section-heading: 8 Environment <box>43 1435 157 1454</box>
note-box: ☰ Bemærk • Hvis brødformen ikke monteres korrekt, virker æltebladet ikke. <box>826 817 1188 860</box>
list-item: • Tag altid stikket ud, efter du har brugt apparatet. <box>434 1132 796 1142</box>
list-item: • Indersiden af bagemaskinen, brødformen, æltebladet og brødet er meget varme. <box>832 1492 1182 1501</box>
set-heading: Indstil din bagemaskine <box>826 920 1188 933</box>
result-text: Displayet tæller nedad i tilberedningstid, indtil brødet er færdigt. <box>858 1104 1088 1113</box>
line-label: Brødform: <box>1217 578 1253 587</box>
step-text: Luk låget, og skru det fast. <box>1232 190 1329 200</box>
list-item: • Kontroller, om den angivne netspænding på apparatet svarer til den lokale netspænding, før du slutter strøm til apparatet. <box>434 641 796 662</box>
sub-list <box>1217 510 1578 521</box>
ingredient-text: Majsmel og havremel males af henholdsvis majs og havre. De fungerer som tilsætningsstoffer i groft brød for at fremhæve smagen og konsistensen. <box>1217 1008 1562 1029</box>
step-text: Tag stikket ud af stikkontakten for at slukke bagemaskinen. <box>841 1536 1055 1546</box>
exterior-list <box>43 495 405 550</box>
ingredient-heading: Rye flour <box>43 963 85 973</box>
exterior-heading: Udvendigt <box>1217 478 1578 491</box>
tip-icon: ✱ <box>1221 698 1243 712</box>
note-box: ☰ Bemærk • Brug aldrig skurevampe eller skrappe rengøringsmidler som f.eks. benzin, acetone eller lignende til rengøring af apparatet. <box>826 417 1188 469</box>
crop-mark <box>1601 23 1624 24</box>
line-label: Surface of the cover lid and outside of the main body: <box>43 496 238 505</box>
part-name: LCD-statusdisplay <box>840 210 907 219</box>
main-unit-heading: Hovedenhed <box>826 66 1188 80</box>
part-cell <box>1011 188 1188 202</box>
step-item <box>826 1536 1188 1547</box>
ingredient-text: Efter gæringsprocessen producerer gæren kuldioxid. Kuldioxiden får brødet til at vokse og blødgør selve krummen. Til denne bagemaskine skal du bruge aktivt tørgær. <box>1217 1150 1575 1170</box>
